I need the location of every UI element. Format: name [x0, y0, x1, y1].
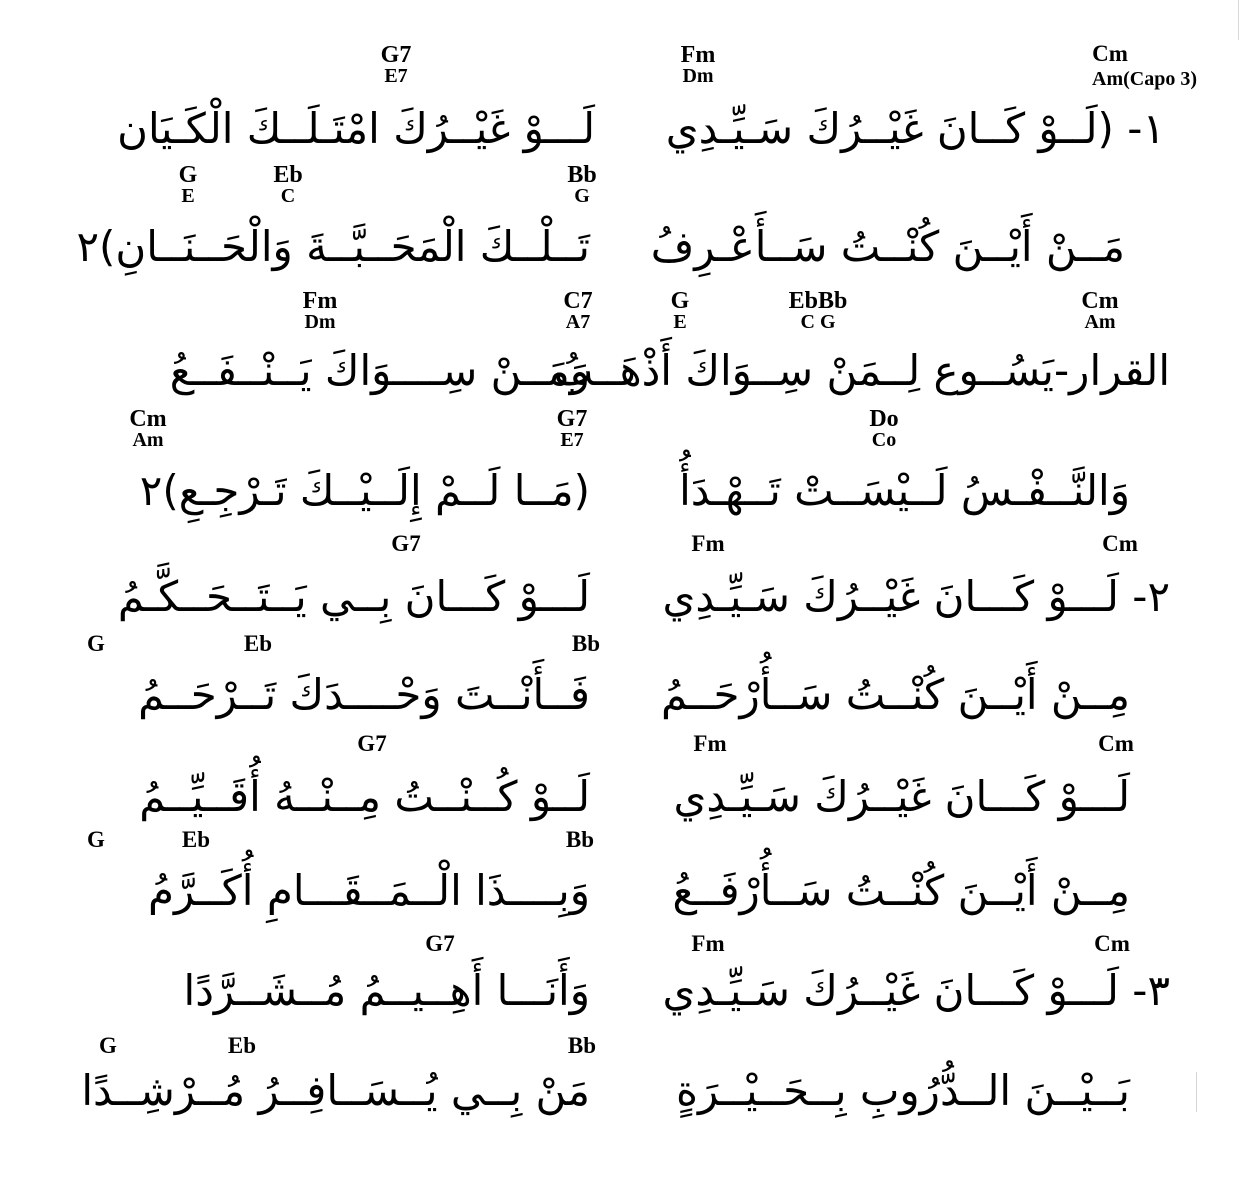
scan-edge-mark	[1238, 0, 1239, 40]
chord-name: G	[87, 827, 105, 852]
chord-fm	[681, 44, 716, 86]
chord-name: G7	[357, 731, 387, 756]
chord-g	[179, 164, 198, 206]
chord-fm	[691, 532, 724, 555]
chord-alt-name: E	[673, 311, 687, 333]
chord-cm	[1092, 42, 1128, 65]
chord-g	[87, 828, 105, 851]
chord-name: Do	[869, 406, 899, 432]
chord-alt-name: C	[280, 185, 296, 207]
verse-2-line-3-right: لَـــوْ كَـــانَ غَيْــرُكَ سَـيِّـدِي	[673, 772, 1130, 821]
chord-eb	[182, 828, 210, 851]
chord-name: Bb	[567, 162, 597, 188]
chorus-line-2-right: وَالنَّــفْـسُ لَــيْسَــتْ تَــهْـدَأُ	[679, 466, 1130, 515]
verse-3-line-2-left: مَنْ بِــي يُــسَــافِــرُ مُــرْشِــدًا	[81, 1066, 590, 1115]
chord-name: G7	[556, 406, 588, 432]
verse-2-line-2-right: مِــنْ أَيْــنَ كُنْــتُ سَــأُرْحَــمُ	[661, 670, 1130, 719]
chord-cm	[129, 408, 166, 450]
verse-1-line-1-right: ١- (لَــوْ كَــانَ غَيْــرُكَ سَـيِّـدِي	[665, 104, 1165, 153]
chord-bb	[566, 828, 594, 851]
chord-name: G	[670, 288, 690, 314]
capo-note: Am(Capo 3)	[1092, 68, 1197, 90]
chord-name: Cm	[1092, 41, 1128, 66]
chord-g	[671, 290, 690, 332]
chord-fm	[693, 732, 726, 755]
chord-alt-name: E7	[560, 429, 584, 451]
chord-name: Cm	[1102, 531, 1138, 556]
chord-name: Cm	[1094, 931, 1130, 956]
chord-g	[87, 632, 105, 655]
chorus-line-2-left: (مَــا لَــمْ إِلَــيْــكَ تَـرْجِـعِ)٢	[139, 466, 590, 515]
chord-name: G7	[425, 931, 455, 956]
chord-alt-name: Dm	[304, 311, 336, 333]
chord-alt-name: Am	[1084, 311, 1116, 333]
chord-name: Cm	[1081, 288, 1119, 314]
chord-name: G7	[391, 531, 421, 556]
chord-name: Bb	[567, 1033, 597, 1058]
chord-name: Fm	[691, 931, 725, 956]
chord-name: G	[99, 1033, 117, 1058]
chord-bb	[572, 632, 600, 655]
chord-name: G	[87, 631, 105, 656]
verse-3-line-1-right: ٣- لَـــوْ كَـــانَ غَيْــرُكَ سَـيِّـدِي	[662, 966, 1170, 1015]
chord-g7	[391, 532, 420, 555]
verse-1-line-2-left: تَــلْــكَ الْمَحَــبَّــةَ وَالْحَــنَــانِ)٢	[76, 222, 590, 271]
chord-g	[99, 1034, 117, 1057]
chord-name: Fm	[302, 288, 338, 314]
chord-eb-bb	[789, 290, 848, 332]
chord-eb	[244, 632, 272, 655]
chord-alt-name: Co	[871, 429, 897, 451]
chord-bb	[568, 1034, 596, 1057]
chord-g7	[425, 932, 454, 955]
chord-name: Cm	[129, 406, 167, 432]
verse-2-line-4-left: وَبِــــذَا الْــمَــقَـــامِ أُكَــرَّمُ	[148, 866, 590, 915]
chord-name: Eb	[243, 631, 273, 656]
verse-3-line-2-right: بَــيْــنَ الــدُّرُوبِ بِــحَــيْــرَةٍ	[676, 1066, 1130, 1115]
scan-edge-mark	[1196, 1072, 1197, 1112]
verse-1-line-2-right: مَــنْ أَيْــنَ كُنْــتُ سَــأَعْـرِفُ	[650, 222, 1125, 271]
chord-alt-name: E7	[384, 65, 408, 87]
chord-name: Eb	[181, 827, 211, 852]
chord-alt-name: E	[181, 185, 195, 207]
chord-cm	[1081, 290, 1118, 332]
chord-name: Eb	[273, 162, 303, 188]
chord-name: G	[178, 162, 198, 188]
chord-alt-name: C G	[800, 311, 836, 333]
chord-name: Eb	[227, 1033, 257, 1058]
chord-eb	[273, 164, 302, 206]
verse-2-line-1-right: ٢- لَـــوْ كَـــانَ غَيْــرُكَ سَـيِّـدِي	[662, 572, 1170, 621]
chord-name: EbBb	[788, 288, 848, 314]
chord-name: G7	[380, 42, 412, 68]
chord-name: Fm	[680, 42, 716, 68]
chord-name: Bb	[565, 827, 595, 852]
chord-g7	[357, 732, 386, 755]
chord-name: Fm	[691, 531, 725, 556]
chord-eb	[228, 1034, 256, 1057]
chord-alt-name: Dm	[682, 65, 714, 87]
chord-name: C7	[563, 288, 593, 314]
chord-cm	[1098, 732, 1134, 755]
chord-fm	[303, 290, 338, 332]
chord-alt-name: Am	[132, 429, 164, 451]
chord-g7	[381, 44, 412, 86]
chord-do	[869, 408, 898, 450]
chord-name: Fm	[693, 731, 727, 756]
chord-g7	[557, 408, 588, 450]
chorus-line-1-right: القرار-يَسُــوع لِــمَنْ سِــوَاكَ أَذْهَــبُ	[553, 346, 1170, 395]
chorus-line-1-left: وَمَــنْ سِــــوَاكَ يَــنْــفَــعُ	[169, 346, 590, 395]
chord-name: Cm	[1098, 731, 1134, 756]
chord-bb	[567, 164, 596, 206]
chord-alt-name: G	[574, 185, 590, 207]
verse-2-line-2-left: فَــأَنْــتَ وَحْــــدَكَ تَــرْحَــمُ	[138, 670, 590, 719]
verse-2-line-1-left: لَـــوْ كَـــانَ بِــي يَــتَــحَــكَّـمُ	[117, 572, 590, 621]
verse-3-line-1-left: وَأَنَـــا أَهِــيــمُ مُــشَــرَّدًا	[183, 966, 590, 1015]
chord-alt-name: A7	[565, 311, 591, 333]
chord-cm	[1094, 932, 1130, 955]
chord-c7	[563, 290, 592, 332]
verse-2-line-3-left: لَــوْ كُــنْــتُ مِــنْــهُ أُقَــيِّــمُ	[139, 772, 590, 821]
chord-name: Bb	[571, 631, 601, 656]
verse-2-line-4-right: مِــنْ أَيْــنَ كُنْــتُ سَــأُرْفَــعُ	[672, 866, 1130, 915]
chord-cm	[1102, 532, 1138, 555]
chord-fm	[691, 932, 724, 955]
verse-1-line-1-left: لَـــوْ غَيْــرُكَ امْتَـلَــكَ الْكَـيَان	[117, 104, 595, 153]
